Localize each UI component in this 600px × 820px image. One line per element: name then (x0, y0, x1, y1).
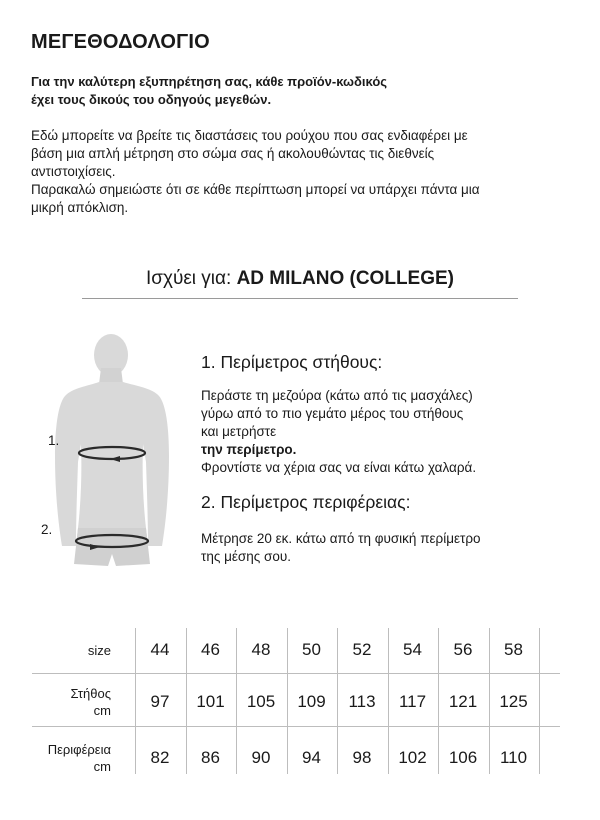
applies-to (82, 268, 518, 290)
hips-section-title: 2. Περίμετρος περιφέρειας: (201, 492, 411, 512)
applies-prefix: Ισχύει για: (145, 268, 237, 289)
table-column-divider (236, 628, 237, 774)
size-cell: 52 (352, 640, 372, 659)
chest-section-body (201, 387, 581, 477)
table-column-divider (489, 628, 490, 774)
hips-cell: 86 (201, 748, 220, 767)
hips-line: της μέσης σου. (201, 549, 291, 564)
size-cell: 44 (150, 640, 170, 659)
hips-cell: 106 (448, 748, 478, 767)
intro-text (31, 127, 571, 217)
chest-line-prefix: και μετρήστε (201, 424, 277, 439)
size-cell: 50 (302, 640, 321, 659)
size-table (32, 626, 560, 776)
marker-2-label: 2. (41, 522, 53, 537)
size-cell: 58 (504, 640, 523, 659)
chest-line-bold: την περίμετρο. (201, 442, 297, 457)
body-figure-illustration (40, 332, 200, 572)
table-column-divider (186, 628, 187, 774)
hips-unit-text: cm (93, 759, 111, 774)
marker-1-label: 1. (48, 433, 60, 448)
intro-line: βάση μια απλή μέτρηση στο σώμα σας ή ακολουθώντας τις διεθνείς (31, 146, 435, 161)
table-divider (32, 673, 560, 674)
size-cell: 48 (251, 640, 271, 659)
subtitle (31, 73, 551, 109)
hips-label-text: Περιφέρεια (47, 742, 111, 757)
page-title: ΜΕΓΕΘΟΔΟΛΟΓΙΟ (31, 31, 210, 53)
chest-cell: 105 (246, 692, 276, 711)
chest-cell: 113 (348, 692, 376, 711)
intro-line: μικρή απόκλιση. (31, 200, 129, 215)
table-column-divider (135, 628, 136, 774)
chest-cell: 125 (499, 692, 528, 711)
chest-section-title: 1. Περίμετρος στήθους: (201, 352, 383, 372)
size-row-label (88, 642, 111, 659)
hips-cell: 94 (302, 748, 321, 767)
intro-line: Παρακαλώ σημειώστε ότι σε κάθε περίπτωση μπορεί να υπάρχει πάντα μια (31, 182, 480, 197)
size-label-text: size (87, 643, 111, 658)
table-column-divider (438, 628, 439, 774)
hips-cell: 90 (251, 748, 271, 767)
chest-cell: 101 (196, 692, 225, 711)
chest-cell: 97 (150, 692, 170, 711)
hips-row-label (48, 741, 111, 775)
hips-line: Μέτρησε 20 εκ. κάτω από τη φυσική περίμετρο (201, 531, 481, 546)
table-column-divider (539, 628, 540, 774)
divider (82, 298, 518, 299)
chest-line: Φροντίστε να χέρια σας να είναι κάτω χαλαρά. (201, 460, 477, 475)
hips-cell: 82 (150, 748, 170, 767)
intro-line: αντιστοιχίσεις. (31, 164, 116, 179)
chest-line: γύρω από το πιο γεμάτο μέρος του στήθους (201, 406, 464, 421)
chest-cell: 109 (297, 692, 326, 711)
intro-line: Εδώ μπορείτε να βρείτε τις διαστάσεις του ρούχου που σας ενδιαφέρει με (31, 128, 468, 143)
size-cell: 54 (403, 640, 422, 659)
hips-section-body (201, 530, 581, 566)
chest-cell: 117 (398, 692, 427, 711)
product-name: AD MILANO (COLLEGE) (236, 268, 455, 289)
hips-cell: 102 (398, 748, 427, 767)
table-divider (32, 726, 560, 727)
table-column-divider (388, 628, 389, 774)
chest-unit-text: cm (93, 703, 111, 718)
chest-label-text: Στήθος (70, 686, 111, 701)
chest-row-label (70, 685, 111, 719)
chest-line (201, 423, 581, 459)
hips-cell: 98 (352, 748, 372, 767)
chest-cell: 121 (448, 692, 478, 711)
size-cell: 56 (453, 640, 473, 659)
body-silhouette (55, 334, 169, 566)
subtitle-line: έχει τους δικούς του οδηγούς μεγεθών. (31, 92, 272, 107)
subtitle-line: Για την καλύτερη εξυπηρέτηση σας, κάθε προϊόν-κωδικός (31, 74, 388, 89)
hips-cell: 110 (499, 748, 528, 767)
table-column-divider (287, 628, 288, 774)
table-column-divider (337, 628, 338, 774)
chest-line: Περάστε τη μεζούρα (κάτω από τις μασχάλες) (201, 388, 473, 403)
size-cell: 46 (201, 640, 220, 659)
